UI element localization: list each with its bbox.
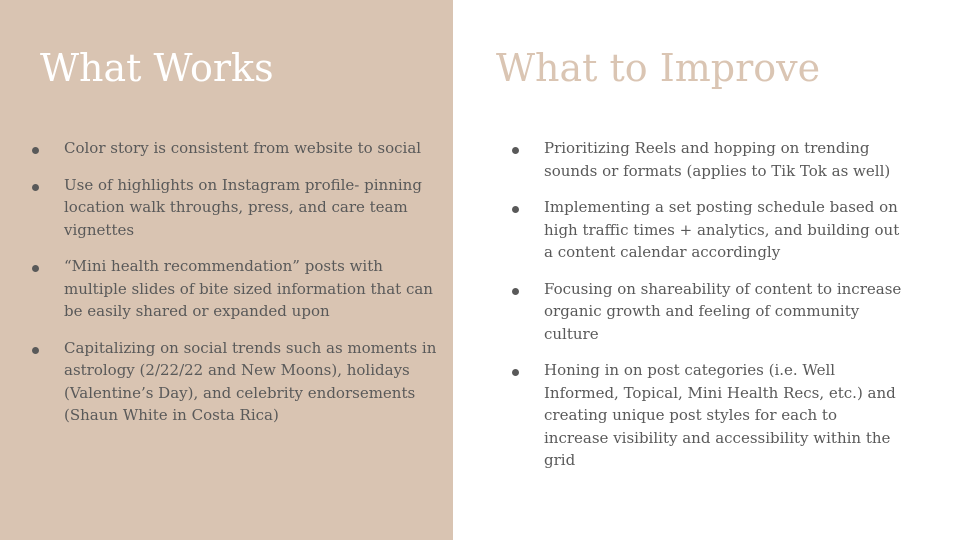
list-item-text: Capitalizing on social trends such as moments in astrology (2/22/22 and New Moons), holidays (Valentine’s Day), and celebrity endorsements (Shaun White in Costa Rica) — [64, 338, 437, 424]
list-item — [30, 174, 440, 242]
what-works-title: What Works — [40, 46, 274, 90]
what-to-improve-title: What to Improve — [496, 46, 821, 90]
bullet-dot-icon — [512, 147, 519, 154]
list-item — [510, 359, 905, 472]
list-item-text: Color story is consistent from website to social — [64, 139, 422, 157]
list-item — [510, 137, 905, 182]
bullet-dot-icon — [32, 265, 39, 272]
list-item — [30, 137, 440, 160]
list-item — [30, 337, 440, 427]
bullet-dot-icon — [512, 206, 519, 213]
bullet-dot-icon — [32, 347, 39, 354]
list-item — [510, 278, 905, 346]
list-item — [30, 255, 440, 323]
bullet-dot-icon — [32, 184, 39, 191]
bullet-dot-icon — [512, 369, 519, 376]
list-item-text: Honing in on post categories (i.e. Well Informed, Topical, Mini Health Recs, etc.) and creating unique post styles for each to increase visibility and accessibility within the grid — [544, 361, 896, 469]
bullet-dot-icon — [512, 288, 519, 295]
list-item-text: Implementing a set posting schedule based on high traffic times + analytics, and building out a content calendar accordingly — [544, 198, 900, 261]
what-works-panel — [0, 0, 453, 540]
what-to-improve-list — [510, 137, 905, 486]
list-item-text: Use of highlights on Instagram profile- pinning location walk throughs, press, and care team vignettes — [64, 175, 422, 239]
list-item — [510, 196, 905, 264]
bullet-dot-icon — [32, 147, 39, 154]
list-item-text: Focusing on shareability of content to increase organic growth and feeling of community culture — [544, 279, 902, 343]
what-to-improve-panel — [453, 0, 960, 540]
list-item-text: “Mini health recommendation” posts with multiple slides of bite sized information that can be easily shared or expanded upon — [64, 257, 433, 320]
what-works-list — [30, 137, 440, 441]
list-item-text: Prioritizing Reels and hopping on trending sounds or formats (applies to Tik Tok as well) — [544, 139, 891, 180]
